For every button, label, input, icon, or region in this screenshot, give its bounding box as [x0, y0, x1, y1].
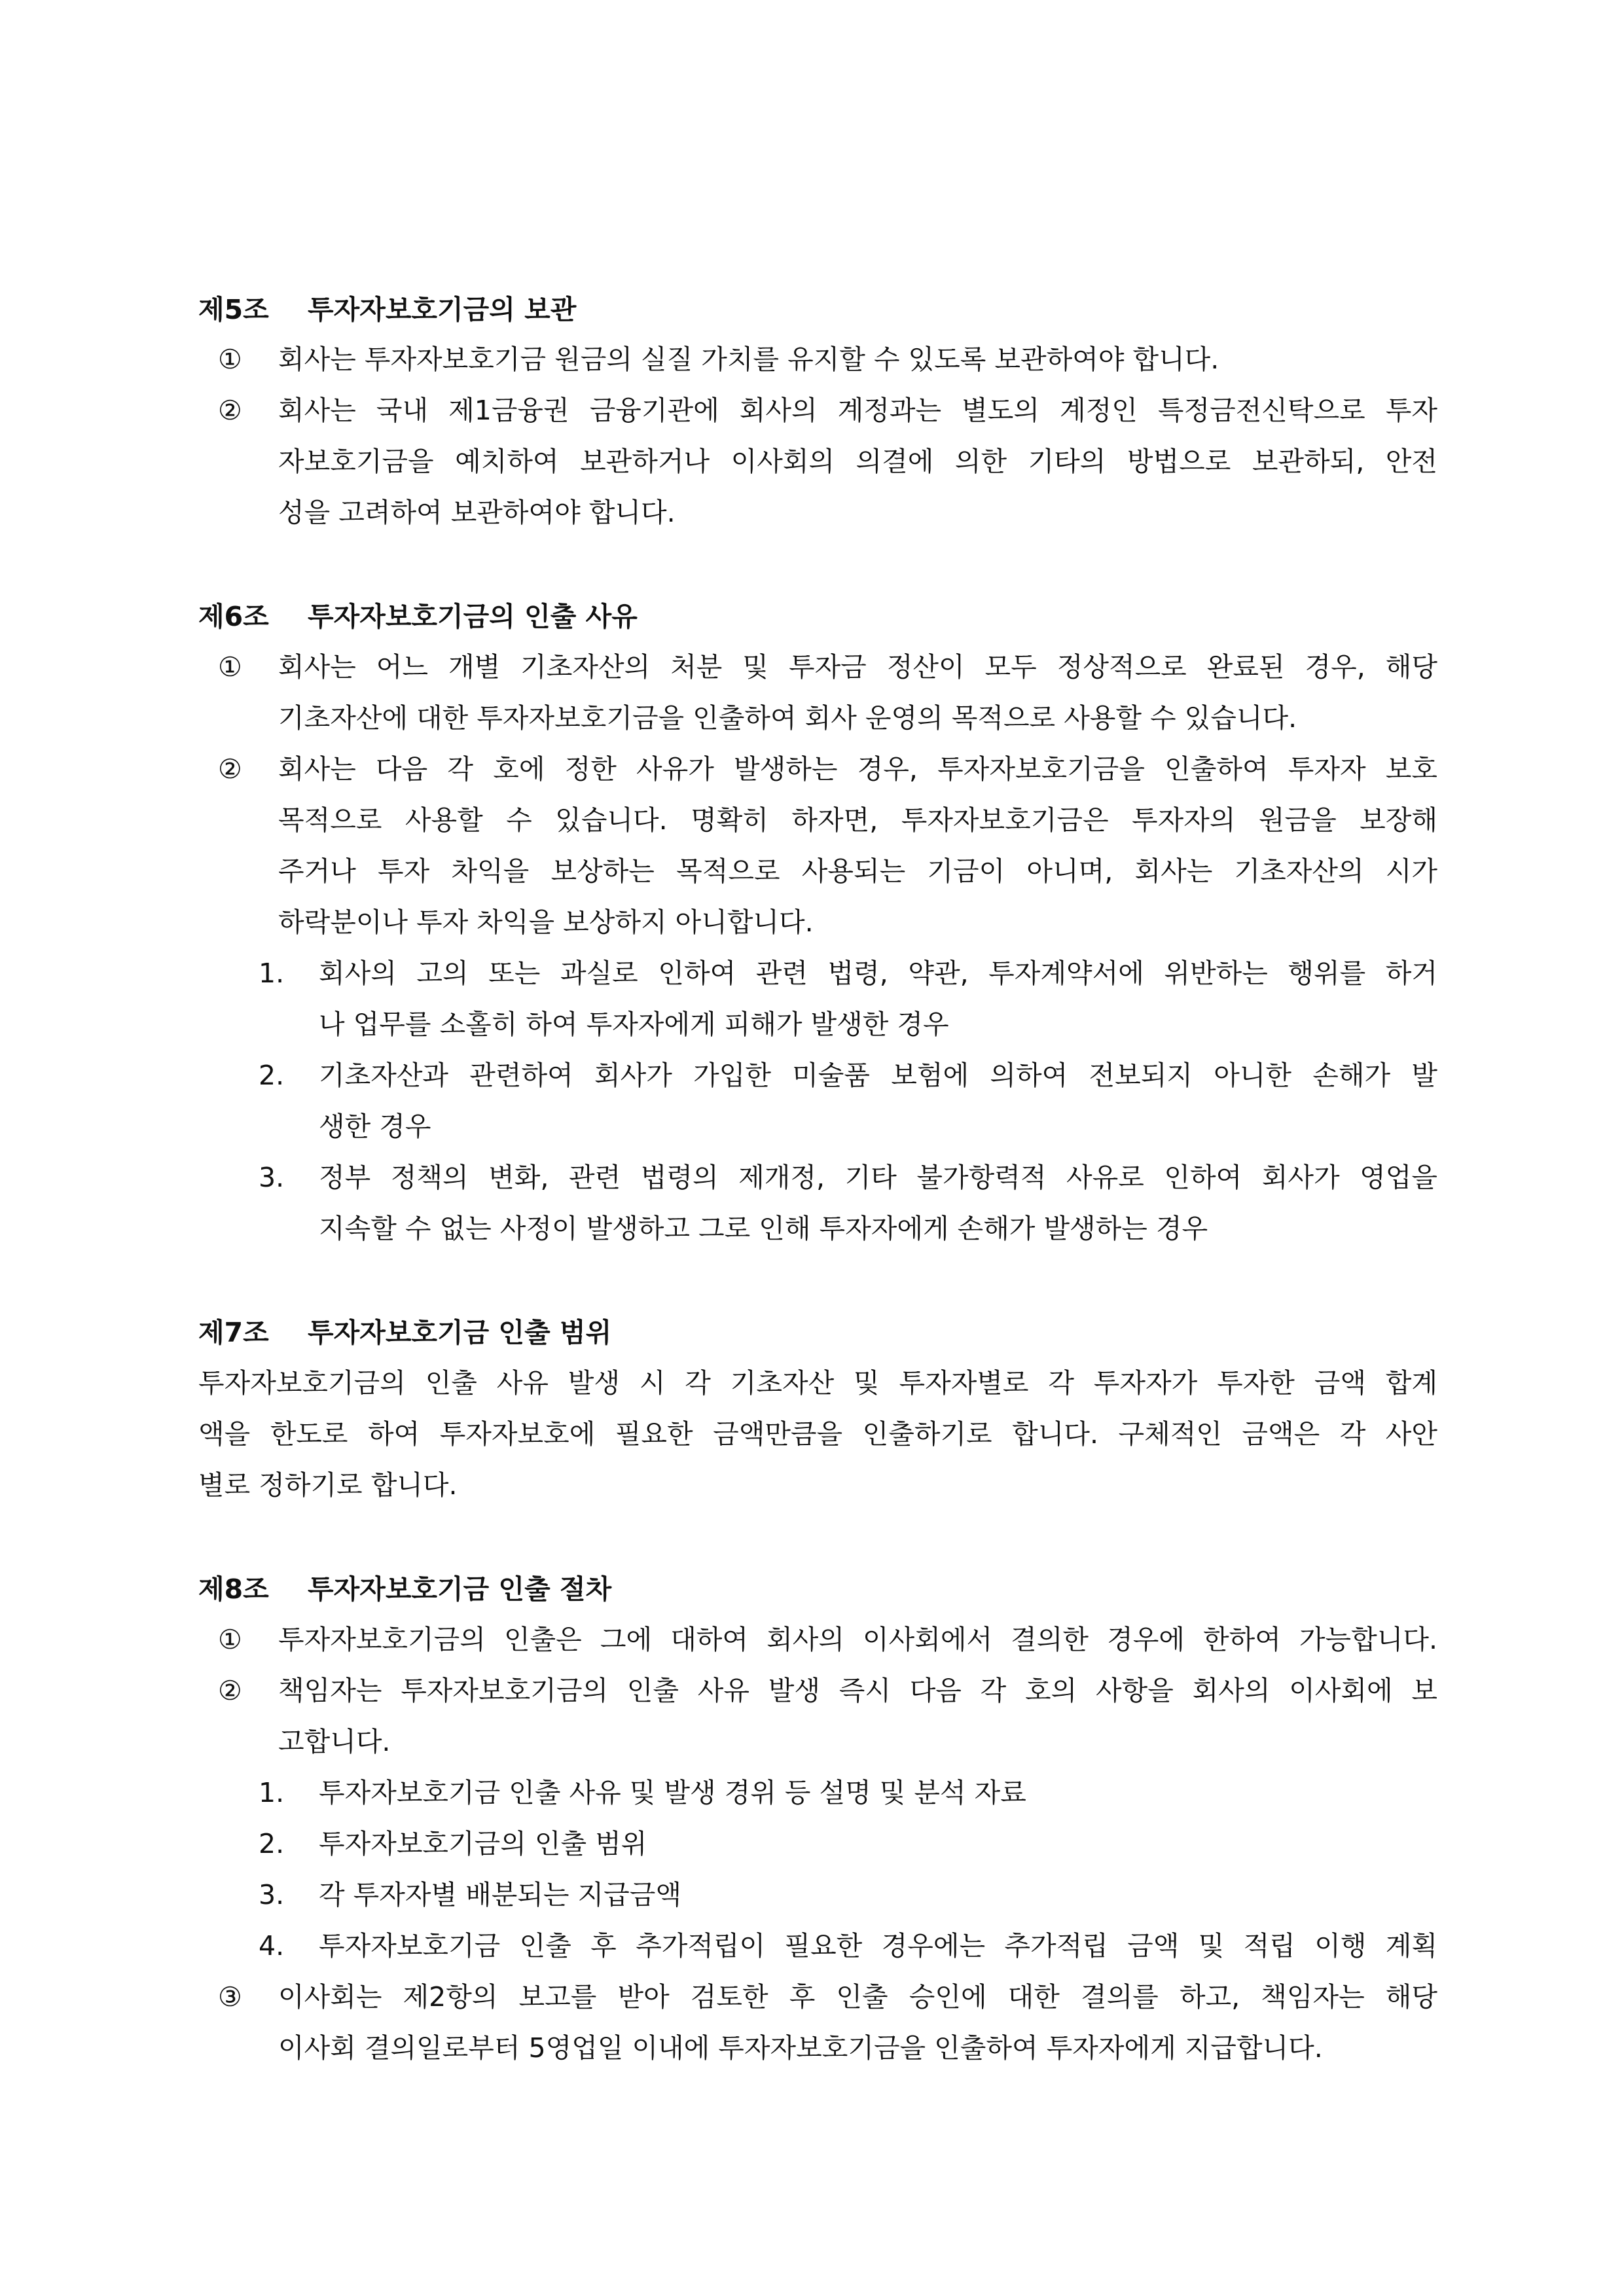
- article-number: 제7조: [198, 1317, 269, 1348]
- body-text: 투자자보호기금의 인출 사유 발생 시 각 기초자산 및 투자자별로 각 투자자가 투자한 금액 합계: [198, 1367, 1437, 1399]
- paragraph-text: 하락분이나 투자 차익을 보상하지 아니합니다.: [278, 906, 814, 938]
- paragraph-text: 책임자는 투자자보호기금의 인출 사유 발생 즉시 다음 각 호의 사항을 회사의 이사회에 보: [278, 1675, 1437, 1706]
- item-marker: 2.: [259, 1060, 285, 1091]
- body-text: 액을 한도로 하여 투자자보호에 필요한 금액만큼을 인출하기로 합니다. 구체적인 금액은 각 사안: [198, 1418, 1437, 1450]
- paragraph-marker: ①: [218, 344, 242, 375]
- item-text: 정부 정책의 변화, 관련 법령의 제개정, 기타 불가항력적 사유로 인하여 회사가 영업을: [319, 1162, 1437, 1193]
- paragraph-text: 이사회는 제2항의 보고를 받아 검토한 후 인출 승인에 대한 결의를 하고, 책임자는 해당: [278, 1981, 1437, 2013]
- paragraph-marker: ①: [218, 651, 242, 683]
- item-marker: 1.: [259, 958, 285, 989]
- paragraph-marker: ②: [218, 1675, 242, 1706]
- item-marker: 3.: [259, 1879, 285, 1910]
- paragraph-text: 회사는 어느 개별 기초자산의 처분 및 투자금 정산이 모두 정상적으로 완료된 경우, 해당: [278, 651, 1437, 683]
- paragraph-text: 성을 고려하여 보관하여야 합니다.: [278, 497, 676, 528]
- paragraph-marker: ②: [218, 753, 242, 785]
- body-text: 별로 정하기로 합니다.: [198, 1469, 458, 1501]
- paragraph-text: 회사는 투자자보호기금 원금의 실질 가치를 유지할 수 있도록 보관하여야 합니다.: [278, 344, 1219, 375]
- article-number: 제6조: [198, 601, 269, 632]
- item-text: 투자자보호기금의 인출 범위: [319, 1828, 647, 1859]
- paragraph-text: 기초자산에 대한 투자자보호기금을 인출하여 회사 운영의 목적으로 사용할 수 있습니다.: [278, 702, 1297, 734]
- article-number: 제5조: [198, 294, 269, 325]
- paragraph-text: 회사는 국내 제1금융권 금융기관에 회사의 계정과는 별도의 계정인 특정금전신탁으로 투자: [278, 395, 1437, 426]
- paragraph-text: 목적으로 사용할 수 있습니다. 명확히 하자면, 투자자보호기금은 투자자의 원금을 보장해: [278, 804, 1437, 836]
- item-text: 각 투자자별 배분되는 지급금액: [319, 1879, 681, 1910]
- paragraph-text: 자보호기금을 예치하여 보관하거나 이사회의 의결에 의한 기타의 방법으로 보관하되, 안전: [278, 446, 1437, 477]
- paragraph-text: 주거나 투자 차익을 보상하는 목적으로 사용되는 기금이 아니며, 회사는 기초자산의 시가: [278, 855, 1437, 887]
- paragraph-marker: ②: [218, 395, 242, 426]
- item-marker: 2.: [259, 1828, 285, 1859]
- item-text: 생한 경우: [319, 1111, 431, 1142]
- item-text: 회사의 고의 또는 과실로 인하여 관련 법령, 약관, 투자계약서에 위반하는 행위를 하거: [319, 958, 1437, 989]
- item-text: 투자자보호기금 인출 후 추가적립이 필요한 경우에는 추가적립 금액 및 적립 이행 계획: [319, 1930, 1437, 1962]
- article-title: 투자자보호기금의 보관: [308, 294, 577, 325]
- paragraph-text: 회사는 다음 각 호에 정한 사유가 발생하는 경우, 투자자보호기금을 인출하여 투자자 보호: [278, 753, 1437, 785]
- item-text: 투자자보호기금 인출 사유 및 발생 경위 등 설명 및 분석 자료: [319, 1777, 1026, 1808]
- article-title: 투자자보호기금 인출 절차: [308, 1573, 612, 1605]
- paragraph-marker: ①: [218, 1624, 242, 1655]
- item-marker: 4.: [259, 1930, 285, 1962]
- paragraph-marker: ③: [218, 1981, 242, 2013]
- item-marker: 1.: [259, 1777, 285, 1808]
- paragraph-text: 이사회 결의일로부터 5영업일 이내에 투자자보호기금을 인출하여 투자자에게 지급합니다.: [278, 2032, 1323, 2064]
- paragraph-text: 투자자보호기금의 인출은 그에 대하여 회사의 이사회에서 결의한 경우에 한하여 가능합니다.: [278, 1624, 1437, 1655]
- item-text: 나 업무를 소홀히 하여 투자자에게 피해가 발생한 경우: [319, 1009, 949, 1040]
- item-text: 기초자산과 관련하여 회사가 가입한 미술품 보험에 의하여 전보되지 아니한 손해가 발: [319, 1060, 1437, 1091]
- item-text: 지속할 수 없는 사정이 발생하고 그로 인해 투자자에게 손해가 발생하는 경우: [319, 1213, 1208, 1244]
- article-title: 투자자보호기금의 인출 사유: [308, 601, 638, 632]
- paragraph-text: 고합니다.: [278, 1726, 391, 1757]
- item-marker: 3.: [259, 1162, 285, 1193]
- article-title: 투자자보호기금 인출 범위: [308, 1317, 612, 1348]
- article-number: 제8조: [198, 1573, 269, 1605]
